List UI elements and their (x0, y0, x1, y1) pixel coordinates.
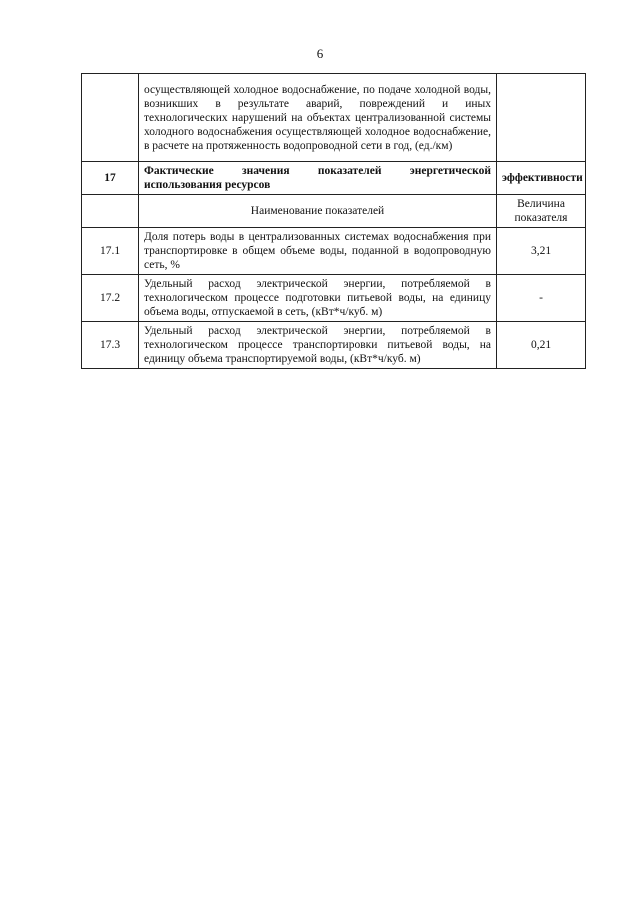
continued-num-cell (82, 74, 139, 162)
row-value: - (497, 275, 586, 322)
table-row (82, 275, 586, 322)
page-number: 6 (316, 46, 324, 61)
section-title-line1: Фактические значения показателей энергетической (144, 165, 491, 177)
header-num-cell (82, 195, 139, 228)
section-row (82, 162, 586, 195)
section-number: 17 (82, 162, 139, 195)
header-value: Величина показателя (497, 195, 586, 228)
row-num: 17.3 (82, 322, 139, 369)
table-row (82, 322, 586, 369)
table-row (82, 228, 586, 275)
row-name: Доля потерь воды в централизованных системах водоснабжения при транспортировке в общем объеме воды, поданной в водопроводную сеть, % (139, 228, 497, 275)
row-value: 3,21 (497, 228, 586, 275)
indicators-table (81, 73, 586, 369)
header-name: Наименование показателей (139, 195, 497, 228)
table-row-continued (82, 74, 586, 162)
section-title-cell (139, 162, 497, 195)
section-title-tail: эффективности (497, 162, 586, 195)
row-value: 0,21 (497, 322, 586, 369)
row-name: Удельный расход электрической энергии, потребляемой в технологическом процессе подготовки питьевой воды, на единицу объема воды, отпускаемой в сеть, (кВт*ч/куб. м) (139, 275, 497, 322)
continued-name-cell: осуществляющей холодное водоснабжение, по подаче холодной воды, возникших в результате аварий, повреждений и иных технологических нарушений на объектах централизованной системы холодного водоснабжения осуществляющей холодное водоснабжение, в расчете на протяженность водопроводной сети в год, (ед./км) (139, 74, 497, 162)
continued-value-cell (497, 74, 586, 162)
row-name: Удельный расход электрической энергии, потребляемой в технологическом процессе транспортировки питьевой воды, на единицу объема транспортируемой воды, (кВт*ч/куб. м) (139, 322, 497, 369)
row-num: 17.2 (82, 275, 139, 322)
row-num: 17.1 (82, 228, 139, 275)
section-title-line2: использования ресурсов (144, 179, 271, 191)
table-header-row (82, 195, 586, 228)
